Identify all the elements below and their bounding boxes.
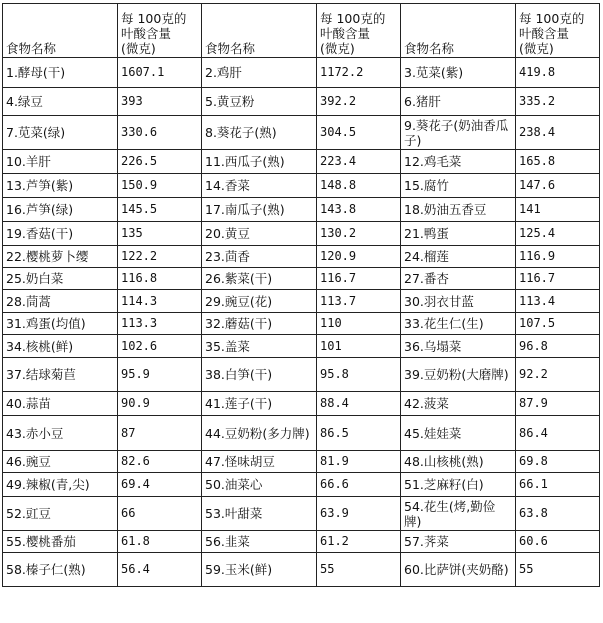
table-row [3,451,600,473]
table-row [3,358,600,392]
folate-value-cell: 102.6 [118,335,202,358]
folate-value-cell: 113.3 [118,313,202,335]
table-row [3,174,600,198]
header-folate-line: 每 100克的 [519,11,585,26]
food-name-cell: 22.樱桃萝卜缨 [3,246,118,268]
food-name-cell: 15.腐竹 [401,174,516,198]
folate-value-cell: 330.6 [118,116,202,150]
food-name-cell: 17.南瓜子(熟) [202,198,317,222]
food-name-cell: 41.莲子(干) [202,392,317,416]
food-name-cell: 48.山核桃(熟) [401,451,516,473]
folate-value-cell: 116.7 [516,268,600,290]
food-name-cell: 1.酵母(干) [3,58,118,88]
food-name-cell: 40.蒜苗 [3,392,118,416]
table-row [3,416,600,451]
folate-value-cell: 116.9 [516,246,600,268]
food-name-cell: 18.奶油五香豆 [401,198,516,222]
folate-value-cell: 95.9 [118,358,202,392]
table-row [3,222,600,246]
folate-value-cell: 145.5 [118,198,202,222]
folate-value-cell: 304.5 [317,116,401,150]
folate-value-cell: 226.5 [118,150,202,174]
table-row [3,290,600,313]
food-name-cell: 39.豆奶粉(大磨牌) [401,358,516,392]
food-name-cell: 59.玉米(鲜) [202,553,317,587]
food-name-cell: 37.结球菊苣 [3,358,118,392]
header-food-name: 食物名称 [3,4,118,58]
food-name-cell: 13.芦笋(紫) [3,174,118,198]
header-folate-content [118,4,202,58]
food-name-cell: 10.羊肝 [3,150,118,174]
table-body [3,58,600,587]
table-row [3,116,600,150]
folate-value-cell: 238.4 [516,116,600,150]
food-name-cell: 55.樱桃番茄 [3,531,118,553]
folate-value-cell: 116.8 [118,268,202,290]
food-name-cell: 14.香菜 [202,174,317,198]
folate-value-cell: 101 [317,335,401,358]
folate-content-table [2,3,600,587]
table-row [3,88,600,116]
folate-value-cell: 393 [118,88,202,116]
header-folate-content [516,4,600,58]
folate-value-cell: 81.9 [317,451,401,473]
folate-value-cell: 165.8 [516,150,600,174]
folate-value-cell: 1172.2 [317,58,401,88]
food-name-cell: 33.花生仁(生) [401,313,516,335]
table-row [3,313,600,335]
header-folate-line: 每 100克的 [320,11,386,26]
table-row [3,497,600,531]
header-folate-line: (微克) [121,41,156,56]
food-name-cell: 28.茼蒿 [3,290,118,313]
food-name-cell: 57.荠菜 [401,531,516,553]
table-row [3,246,600,268]
header-folate-line: (微克) [519,41,554,56]
folate-value-cell: 90.9 [118,392,202,416]
food-name-cell: 20.黄豆 [202,222,317,246]
header-folate-content [317,4,401,58]
food-name-cell: 5.黄豆粉 [202,88,317,116]
folate-value-cell: 113.7 [317,290,401,313]
food-name-cell: 27.番杏 [401,268,516,290]
folate-value-cell: 148.8 [317,174,401,198]
folate-value-cell: 87 [118,416,202,451]
food-name-cell: 11.西瓜子(熟) [202,150,317,174]
folate-value-cell: 86.4 [516,416,600,451]
table-row [3,150,600,174]
folate-value-cell: 61.2 [317,531,401,553]
food-name-cell: 25.奶白菜 [3,268,118,290]
food-name-cell: 7.苋菜(绿) [3,116,118,150]
folate-value-cell: 141 [516,198,600,222]
folate-value-cell: 392.2 [317,88,401,116]
folate-value-cell: 87.9 [516,392,600,416]
food-name-cell: 31.鸡蛋(均值) [3,313,118,335]
folate-value-cell: 82.6 [118,451,202,473]
header-folate-line: (微克) [320,41,355,56]
folate-value-cell: 147.6 [516,174,600,198]
food-name-cell: 36.乌塌菜 [401,335,516,358]
folate-value-cell: 135 [118,222,202,246]
table-row [3,268,600,290]
food-name-cell: 53.叶甜菜 [202,497,317,531]
food-name-cell: 38.白笋(干) [202,358,317,392]
folate-value-cell: 114.3 [118,290,202,313]
folate-value-cell: 107.5 [516,313,600,335]
food-name-cell: 45.娃娃菜 [401,416,516,451]
folate-value-cell: 86.5 [317,416,401,451]
food-name-cell: 58.榛子仁(熟) [3,553,118,587]
folate-value-cell: 96.8 [516,335,600,358]
folate-value-cell: 143.8 [317,198,401,222]
folate-value-cell: 110 [317,313,401,335]
folate-value-cell: 92.2 [516,358,600,392]
header-folate-line: 叶酸含量 [320,26,371,41]
header-folate-line: 叶酸含量 [121,26,172,41]
food-name-cell: 21.鸭蛋 [401,222,516,246]
folate-value-cell: 66.1 [516,473,600,497]
food-name-cell: 32.蘑菇(干) [202,313,317,335]
folate-value-cell: 335.2 [516,88,600,116]
food-name-cell: 26.紫菜(干) [202,268,317,290]
folate-value-cell: 130.2 [317,222,401,246]
folate-value-cell: 63.8 [516,497,600,531]
header-folate-line: 叶酸含量 [519,26,570,41]
food-name-cell: 9.葵花子(奶油香瓜子) [401,116,516,150]
folate-value-cell: 60.6 [516,531,600,553]
food-name-cell: 2.鸡肝 [202,58,317,88]
folate-value-cell: 113.4 [516,290,600,313]
food-name-cell: 46.豌豆 [3,451,118,473]
table-row [3,335,600,358]
header-food-name: 食物名称 [401,4,516,58]
food-name-cell: 42.菠菜 [401,392,516,416]
folate-value-cell: 69.8 [516,451,600,473]
folate-value-cell: 122.2 [118,246,202,268]
folate-value-cell: 125.4 [516,222,600,246]
food-name-cell: 3.苋菜(紫) [401,58,516,88]
folate-value-cell: 56.4 [118,553,202,587]
food-name-cell: 54.花生(烤,勤俭牌) [401,497,516,531]
food-name-cell: 60.比萨饼(夹奶酪) [401,553,516,587]
food-name-cell: 23.茴香 [202,246,317,268]
folate-value-cell: 419.8 [516,58,600,88]
food-name-cell: 56.韭菜 [202,531,317,553]
table-row [3,553,600,587]
folate-value-cell: 1607.1 [118,58,202,88]
folate-value-cell: 55 [317,553,401,587]
folate-value-cell: 95.8 [317,358,401,392]
food-name-cell: 16.芦笋(绿) [3,198,118,222]
food-name-cell: 29.豌豆(花) [202,290,317,313]
header-folate-line: 每 100克的 [121,11,187,26]
food-name-cell: 30.羽衣甘蓝 [401,290,516,313]
table-row [3,58,600,88]
table-row [3,392,600,416]
folate-value-cell: 55 [516,553,600,587]
table-row [3,198,600,222]
folate-value-cell: 66.6 [317,473,401,497]
folate-value-cell: 223.4 [317,150,401,174]
header-food-name: 食物名称 [202,4,317,58]
food-name-cell: 50.油菜心 [202,473,317,497]
food-name-cell: 52.豇豆 [3,497,118,531]
folate-value-cell: 88.4 [317,392,401,416]
food-name-cell: 24.榴莲 [401,246,516,268]
folate-table-container [2,3,600,587]
header-row [3,4,600,58]
food-name-cell: 44.豆奶粉(多力牌) [202,416,317,451]
folate-value-cell: 66 [118,497,202,531]
food-name-cell: 43.赤小豆 [3,416,118,451]
food-name-cell: 51.芝麻籽(白) [401,473,516,497]
food-name-cell: 49.辣椒(青,尖) [3,473,118,497]
food-name-cell: 12.鸡毛菜 [401,150,516,174]
food-name-cell: 47.怪味胡豆 [202,451,317,473]
table-row [3,473,600,497]
food-name-cell: 6.猪肝 [401,88,516,116]
folate-value-cell: 120.9 [317,246,401,268]
folate-value-cell: 150.9 [118,174,202,198]
food-name-cell: 4.绿豆 [3,88,118,116]
food-name-cell: 8.葵花子(熟) [202,116,317,150]
folate-value-cell: 69.4 [118,473,202,497]
folate-value-cell: 63.9 [317,497,401,531]
food-name-cell: 19.香菇(干) [3,222,118,246]
food-name-cell: 34.核桃(鲜) [3,335,118,358]
table-row [3,531,600,553]
food-name-cell: 35.盖菜 [202,335,317,358]
folate-value-cell: 116.7 [317,268,401,290]
folate-value-cell: 61.8 [118,531,202,553]
